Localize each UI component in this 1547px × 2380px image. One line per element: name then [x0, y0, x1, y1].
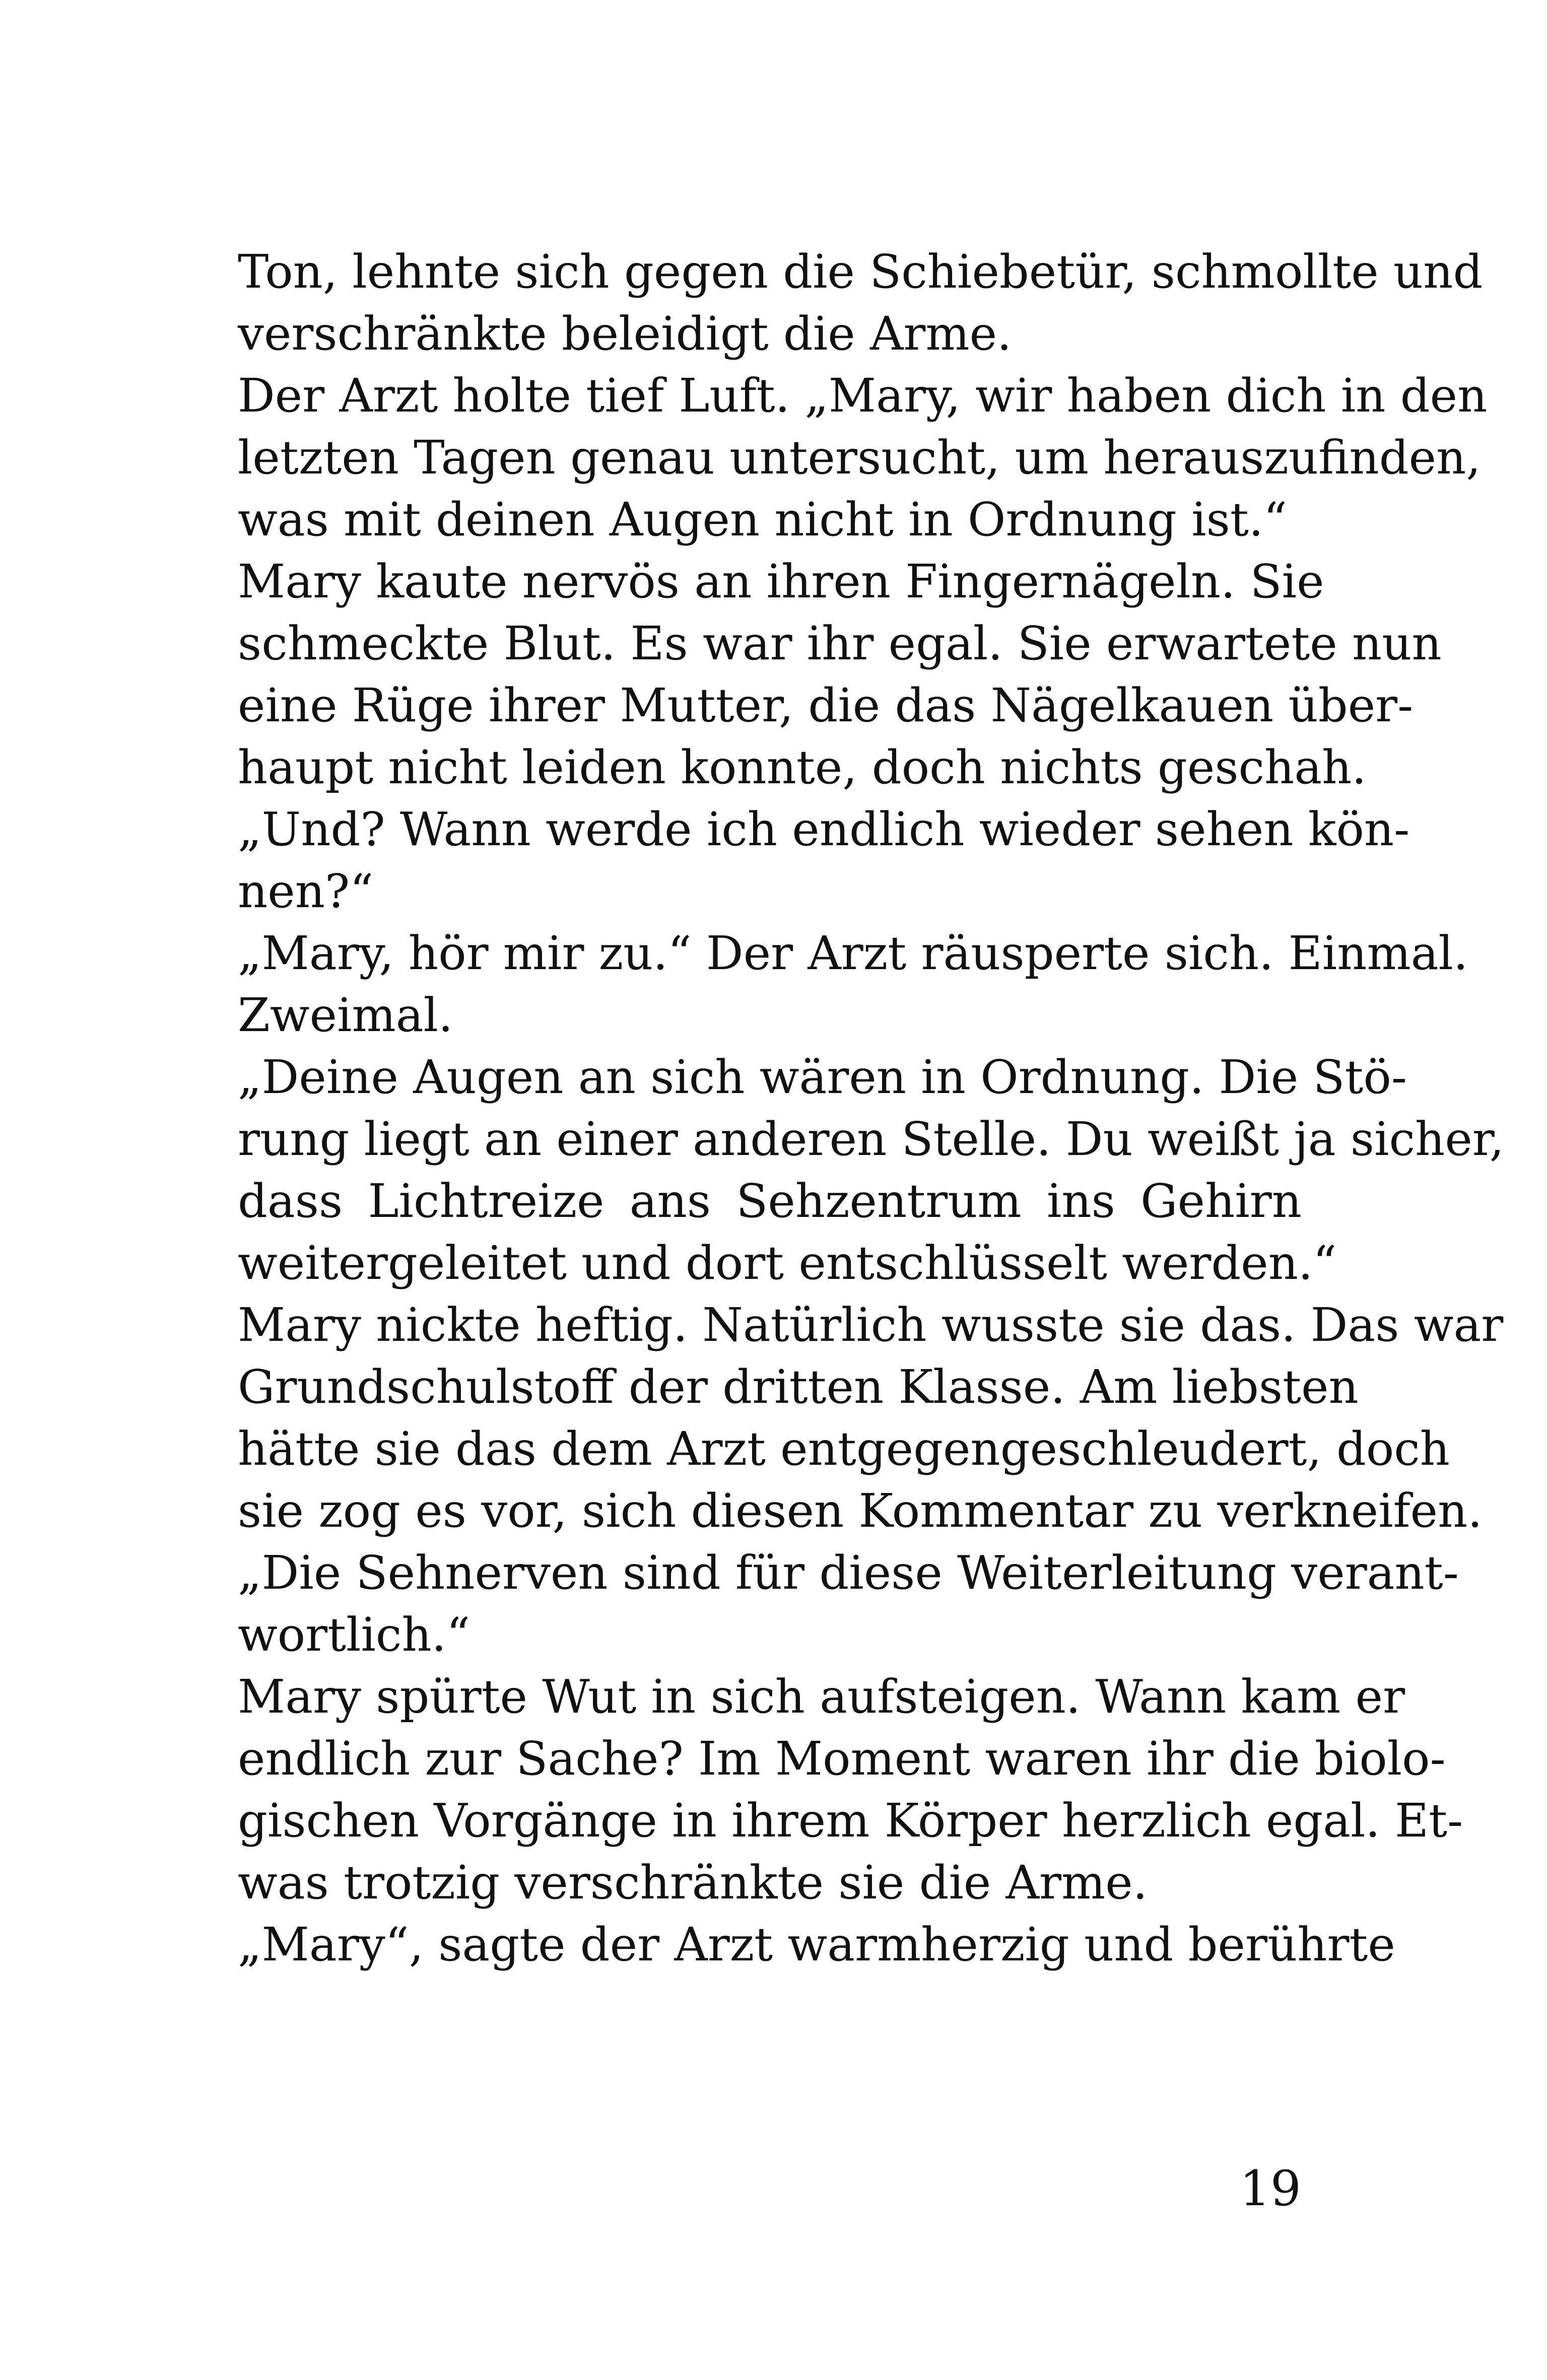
text-line: wortlich.“ [238, 1608, 470, 1662]
text-line: rung liegt an einer anderen Stelle. Du weißt ja sicher, [238, 1112, 1504, 1166]
text-line: nen?“ [238, 864, 374, 918]
text-line: verschränkte beleidigt die Arme. [238, 307, 1012, 361]
text-line: „Die Sehnerven sind für diese Weiterleitung verant- [238, 1546, 1459, 1600]
text-line: letzten Tagen genau untersucht, um herauszufinden, [238, 431, 1481, 485]
text-line: hätte sie das dem Arzt entgegengeschleudert, doch [238, 1422, 1450, 1476]
text-line: „Mary, hör mir zu.“ Der Arzt räusperte sich. Einmal. [238, 926, 1468, 980]
text-line: haupt nicht leiden konnte, doch nichts geschah. [238, 740, 1367, 794]
text-line: sie zog es vor, sich diesen Kommentar zu verkneifen. [238, 1484, 1483, 1538]
text-line: weitergeleitet und dort entschlüsselt werden.“ [238, 1236, 1337, 1290]
text-line: dass Lichtreize ans Sehzentrum ins Gehirn [238, 1174, 1302, 1228]
text-line: Mary kaute nervös an ihren Fingernägeln. Sie [238, 555, 1324, 608]
text-line: „Deine Augen an sich wären in Ordnung. Die Stö- [238, 1050, 1407, 1104]
text-line: endlich zur Sache? Im Moment waren ihr die biolo- [238, 1732, 1446, 1786]
text-line: Mary nickte heftig. Natürlich wusste sie das. Das war [238, 1298, 1504, 1352]
text-line: Mary spürte Wut in sich aufsteigen. Wann kam er [238, 1670, 1405, 1724]
text-line: gischen Vorgänge in ihrem Körper herzlich egal. Et- [238, 1794, 1463, 1848]
text-line: Grundschulstoff der dritten Klasse. Am liebsten [238, 1360, 1359, 1414]
page-number: 19 [1239, 2160, 1301, 2217]
text-line: eine Rüge ihrer Mutter, die das Nägelkauen über- [238, 678, 1414, 732]
text-line: „Und? Wann werde ich endlich wieder sehen kön- [238, 802, 1410, 856]
text-line: Ton, lehnte sich gegen die Schiebetür, schmollte und [238, 245, 1483, 299]
text-line: was mit deinen Augen nicht in Ordnung ist.“ [238, 493, 1288, 547]
text-line: schmeckte Blut. Es war ihr egal. Sie erwartete nun [238, 617, 1442, 670]
text-line: Der Arzt holte tief Luft. „Mary, wir haben dich in den [238, 369, 1488, 423]
body-text [238, 241, 1504, 1976]
text-line: was trotzig verschränkte sie die Arme. [238, 1856, 1148, 1910]
text-line: Zweimal. [238, 988, 453, 1042]
text-line: „Mary“, sagte der Arzt warmherzig und berührte [238, 1918, 1395, 1971]
